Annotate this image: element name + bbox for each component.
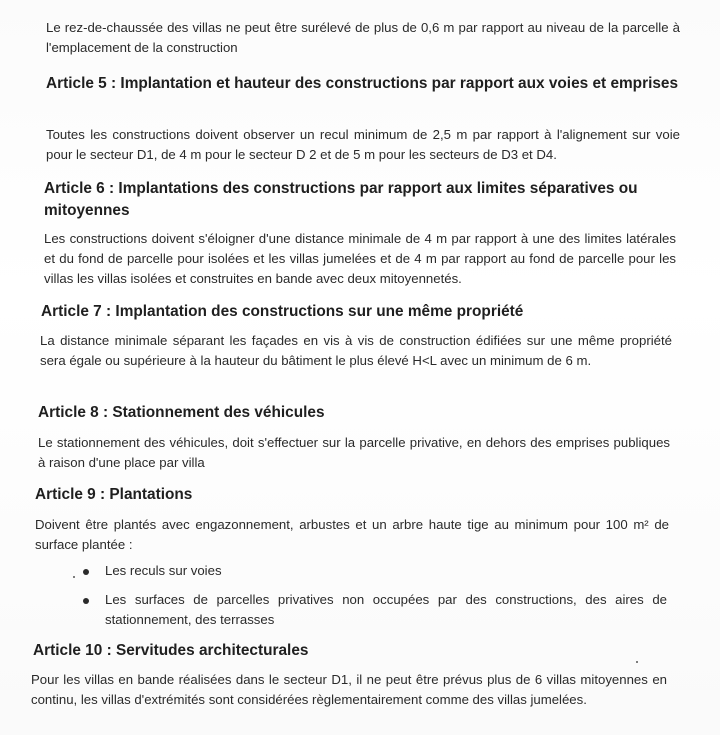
article-6-heading: Article 6 : Implantations des constructions par rapport aux limites séparatives ou mitoyennes	[44, 180, 638, 219]
bullet-dot-icon	[83, 598, 89, 604]
intro-paragraph: Le rez-de-chaussée des villas ne peut être surélevé de plus de 0,6 m par rapport au niveau de la parcelle à l'emplacement de la construction	[46, 20, 680, 55]
article-5-body: Toutes les constructions doivent observer un recul minimum de 2,5 m par rapport à l'alignement sur voie pour le secteur D1, de 4 m pour le secteur D 2 et de 5 m pour les secteurs de D3 et D4.	[46, 127, 680, 162]
article-9-body: Doivent être plantés avec engazonnement, arbustes et un arbre haute tige au minimum pour 100 m² de surface plantée :	[35, 517, 669, 552]
scan-speck	[636, 661, 638, 663]
article-6-body: Les constructions doivent s'éloigner d'une distance minimale de 4 m par rapport à une des limites latérales et du fond de parcelle pour isolées et les villas jumelées et de 4 m par rapport au fond de parcelle pour les villas les villas isolées et construites en bande avec deux mitoyennetés.	[44, 231, 676, 286]
bullet-item-2	[78, 590, 668, 632]
article-10-heading: Article 10 : Servitudes architecturales	[33, 642, 309, 659]
bullet-text: Les reculs sur voies	[105, 563, 222, 578]
bullet-dot-icon	[83, 569, 89, 575]
article-7-heading: Article 7 : Implantation des constructions sur une même propriété	[41, 303, 524, 320]
article-9-heading: Article 9 : Plantations	[35, 486, 193, 503]
article-8-body: Le stationnement des véhicules, doit s'effectuer sur la parcelle privative, en dehors des emprises publiques à raison d'une place par villa	[38, 435, 670, 470]
bullet-item-1	[78, 561, 668, 583]
article-7-body: La distance minimale séparant les façades en vis à vis de construction édifiées sur une même propriété sera égale ou supérieure à la hauteur du bâtiment le plus élevé H<L avec un minimum de 6 m.	[40, 333, 672, 368]
scan-speck	[73, 576, 75, 578]
bullet-text: Les surfaces de parcelles privatives non occupées par des constructions, des aires de stationnement, des terrasses	[105, 592, 667, 627]
article-8-heading: Article 8 : Stationnement des véhicules	[38, 404, 325, 421]
article-10-body: Pour les villas en bande réalisées dans le secteur D1, il ne peut être prévus plus de 6 villas mitoyennes en continu, les villas d'extrémités sont considérées règlementairement comme des villas jumelées.	[31, 672, 667, 707]
article-5-heading: Article 5 : Implantation et hauteur des constructions par rapport aux voies et emprises	[46, 75, 679, 92]
